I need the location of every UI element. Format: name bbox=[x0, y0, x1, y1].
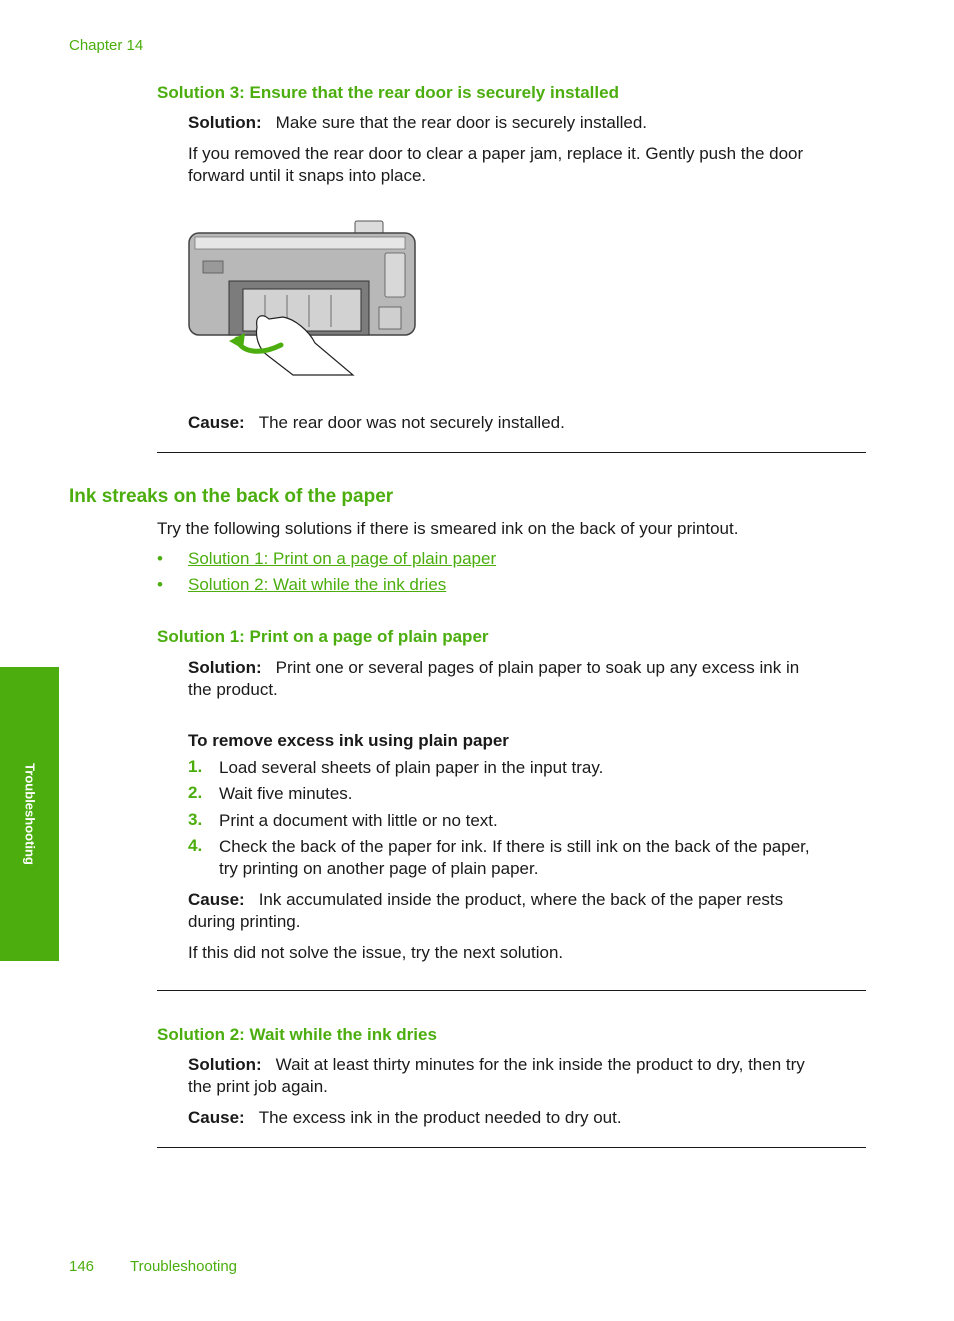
solution1-line2: the product. bbox=[188, 680, 278, 699]
step-number: 1. bbox=[188, 757, 203, 776]
step-text: Wait five minutes. bbox=[219, 784, 353, 803]
ink-section-title: Ink streaks on the back of the paper bbox=[69, 486, 394, 507]
solution-label: Solution: bbox=[188, 658, 262, 677]
printer-rear-illustration bbox=[185, 215, 420, 380]
solution2-cause-text: The excess ink in the product needed to dry out. bbox=[258, 1108, 622, 1127]
solution2-line1: Wait at least thirty minutes for the ink inside the product to dry, then try bbox=[275, 1055, 805, 1074]
bullet-marker: • bbox=[157, 575, 163, 594]
solution2-line2: the print job again. bbox=[188, 1077, 328, 1096]
cause-label: Cause: bbox=[188, 890, 245, 909]
solution-label: Solution: bbox=[188, 1055, 262, 1074]
step-text bbox=[219, 836, 869, 880]
solution1-cause-line2: during printing. bbox=[188, 912, 301, 931]
link-solution-1[interactable]: Solution 1: Print on a page of plain paper bbox=[188, 549, 497, 568]
step-number: 4. bbox=[188, 836, 203, 855]
solution3-body-line2: forward until it snaps into place. bbox=[188, 166, 427, 185]
step4-line2: try printing on another page of plain paper. bbox=[219, 859, 539, 878]
section-divider bbox=[157, 990, 866, 991]
solution-label: Solution: bbox=[188, 113, 262, 132]
side-tab bbox=[0, 667, 59, 961]
procedure-title: To remove excess ink using plain paper bbox=[188, 731, 509, 750]
side-tab-label: Troubleshooting bbox=[22, 763, 37, 865]
bullet-marker: • bbox=[157, 549, 163, 568]
solution3-body-line1: If you removed the rear door to clear a paper jam, replace it. Gently push the door bbox=[188, 144, 804, 163]
footer-section: Troubleshooting bbox=[130, 1258, 238, 1275]
solution1-next: If this did not solve the issue, try the next solution. bbox=[188, 943, 564, 962]
solution3-body bbox=[188, 143, 868, 187]
cause-label: Cause: bbox=[188, 1108, 245, 1127]
solution3-cause bbox=[188, 412, 565, 434]
ink-section-intro: Try the following solutions if there is smeared ink on the back of your printout. bbox=[157, 519, 739, 538]
step4-line1: Check the back of the paper for ink. If there is still ink on the back of the paper, bbox=[219, 837, 810, 856]
step-number: 3. bbox=[188, 810, 203, 829]
solution1-solution bbox=[188, 657, 868, 701]
solution1-cause bbox=[188, 889, 868, 933]
page-number: 146 bbox=[69, 1258, 95, 1275]
solution3-title: Solution 3: Ensure that the rear door is securely installed bbox=[157, 83, 619, 102]
section-divider bbox=[157, 452, 866, 453]
cause-label: Cause: bbox=[188, 413, 245, 432]
solution2-title: Solution 2: Wait while the ink dries bbox=[157, 1025, 437, 1044]
link-solution-2[interactable]: Solution 2: Wait while the ink dries bbox=[188, 575, 447, 594]
solution3-cause-text: The rear door was not securely installed. bbox=[258, 413, 565, 432]
solution1-line1: Print one or several pages of plain paper to soak up any excess ink in bbox=[275, 658, 800, 677]
solution3-solution bbox=[188, 112, 647, 134]
step-number: 2. bbox=[188, 783, 203, 802]
section-divider bbox=[157, 1147, 866, 1148]
chapter-header: Chapter 14 bbox=[69, 37, 144, 54]
solution1-title: Solution 1: Print on a page of plain paper bbox=[157, 627, 489, 646]
solution2-solution bbox=[188, 1054, 868, 1098]
step-text: Print a document with little or no text. bbox=[219, 811, 498, 830]
solution3-solution-text: Make sure that the rear door is securely installed. bbox=[275, 113, 647, 132]
solution1-cause-line1: Ink accumulated inside the product, where the back of the paper rests bbox=[258, 890, 784, 909]
solution2-cause bbox=[188, 1107, 622, 1129]
step-text: Load several sheets of plain paper in the input tray. bbox=[219, 758, 604, 777]
